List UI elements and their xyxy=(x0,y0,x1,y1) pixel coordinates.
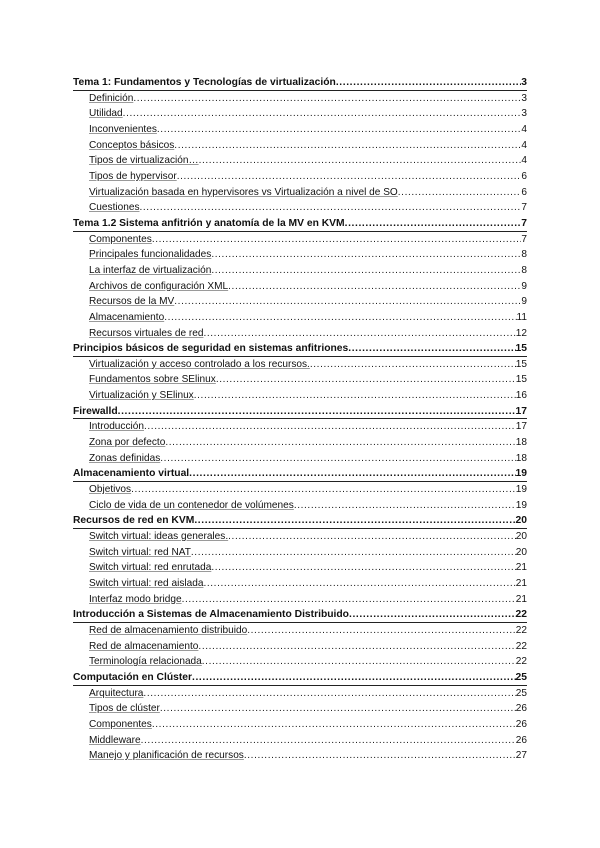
toc-page-number: 11 xyxy=(516,311,527,323)
toc-dot-leader xyxy=(143,686,515,702)
toc-dot-leader xyxy=(349,607,516,623)
toc-dot-leader xyxy=(211,263,521,279)
toc-dot-leader xyxy=(336,75,521,91)
toc-section-entry[interactable] xyxy=(73,106,527,122)
toc-dot-leader xyxy=(199,153,522,169)
toc-entry-title: Zona por defecto xyxy=(89,437,166,449)
toc-chapter-entry[interactable] xyxy=(73,670,527,686)
toc-chapter-entry[interactable] xyxy=(73,466,527,482)
toc-dot-leader xyxy=(160,701,516,717)
toc-section-entry[interactable] xyxy=(73,122,527,138)
toc-section-entry[interactable] xyxy=(73,388,527,404)
toc-entry-title: La interfaz de virtualización xyxy=(89,264,212,276)
toc-entry-title: Computación en Clúster xyxy=(73,671,192,683)
toc-dot-leader xyxy=(203,576,515,592)
toc-page-number: 3 xyxy=(521,108,527,120)
toc-section-entry[interactable] xyxy=(73,232,527,248)
toc-section-entry[interactable] xyxy=(73,419,527,435)
toc-page-number: 19 xyxy=(515,499,527,511)
toc-entry-title: Ciclo de vida de un contenedor de volúmenes xyxy=(89,499,294,511)
toc-entry-title: Red de almacenamiento xyxy=(89,640,199,652)
toc-entry-title: Componentes xyxy=(89,233,152,245)
toc-dot-leader xyxy=(182,592,516,608)
toc-section-entry[interactable] xyxy=(73,623,527,639)
toc-dot-leader xyxy=(194,513,515,529)
toc-entry-title: Red de almacenamiento distribuido xyxy=(89,624,248,636)
toc-entry-title: Switch virtual: red enrutada xyxy=(89,562,212,574)
toc-chapter-entry[interactable] xyxy=(73,216,527,232)
toc-page-number: 25 xyxy=(515,671,527,683)
toc-entry-title: Tipos de hypervisor xyxy=(89,170,177,182)
toc-dot-leader xyxy=(144,419,516,435)
toc-dot-leader xyxy=(123,106,522,122)
toc-entry-title: Inconvenientes xyxy=(89,123,157,135)
toc-entry-title: Firewalld xyxy=(73,405,118,417)
toc-entry-title: Definición xyxy=(89,92,134,104)
toc-page-number: 7 xyxy=(521,217,527,229)
toc-entry-title: Introducción a Sistemas de Almacenamiento Distribuido xyxy=(73,609,349,621)
toc-page-number: 8 xyxy=(521,249,527,261)
toc-section-entry[interactable] xyxy=(73,576,527,592)
toc-section-entry[interactable] xyxy=(73,294,527,310)
toc-section-entry[interactable] xyxy=(73,279,527,295)
toc-page-number: 18 xyxy=(515,437,527,449)
toc-entry-title: Arquitectura xyxy=(89,687,144,699)
toc-page-number: 18 xyxy=(515,452,527,464)
toc-page-number: 6 xyxy=(521,170,527,182)
toc-page-number: 22 xyxy=(515,624,527,636)
toc-section-entry[interactable] xyxy=(73,185,527,201)
toc-dot-leader xyxy=(244,748,516,764)
toc-entry-title: Manejo y planificación de recursos xyxy=(89,750,244,762)
toc-entry-title: Tema 1.2 Sistema anfitrión y anatomía de la MV en KVM xyxy=(73,217,345,229)
toc-section-entry[interactable] xyxy=(73,357,527,373)
toc-section-entry[interactable] xyxy=(73,560,527,576)
toc-entry-title: Objetivos xyxy=(89,484,132,496)
toc-entry-title: Virtualización y SElinux xyxy=(89,390,194,402)
toc-entry-title: Recursos de red en KVM xyxy=(73,515,195,527)
toc-section-entry[interactable] xyxy=(73,545,527,561)
toc-section-entry[interactable] xyxy=(73,748,527,764)
toc-dot-leader xyxy=(345,216,522,232)
toc-entry-title: Switch virtual: red NAT xyxy=(89,546,191,558)
toc-page-number: 21 xyxy=(515,578,527,589)
toc-page-number: 4 xyxy=(521,155,527,167)
toc-page-number: 17 xyxy=(515,405,527,417)
toc-section-entry[interactable] xyxy=(73,138,527,154)
toc-page-number: 22 xyxy=(515,609,527,621)
toc-dot-leader xyxy=(191,545,516,561)
toc-entry-title: Cuestiones xyxy=(89,202,140,214)
toc-dot-leader xyxy=(177,169,522,185)
toc-entry-title: Tema 1: Fundamentos y Tecnologías de virtualización xyxy=(73,77,336,88)
toc-section-entry[interactable] xyxy=(73,435,527,451)
toc-entry-title: Principios básicos de seguridad en sistemas anfitriones xyxy=(73,343,349,355)
toc-chapter-entry[interactable] xyxy=(73,404,527,420)
toc-dot-leader xyxy=(160,451,516,467)
toc-dot-leader xyxy=(348,341,515,357)
toc-page-number: 26 xyxy=(515,734,527,746)
toc-dot-leader xyxy=(152,717,516,733)
toc-page-number: 15 xyxy=(515,358,527,370)
toc-page-number: 8 xyxy=(521,264,527,276)
toc-entry-title: Tipos de clúster xyxy=(89,703,160,715)
toc-section-entry[interactable] xyxy=(73,686,527,702)
toc-dot-leader xyxy=(165,435,515,451)
toc-page-number: 20 xyxy=(515,515,527,527)
toc-page-number: 22 xyxy=(515,656,527,668)
table-of-contents xyxy=(73,75,527,764)
toc-dot-leader xyxy=(247,623,516,639)
toc-entry-title: Componentes xyxy=(89,718,152,730)
toc-dot-leader xyxy=(294,498,516,514)
toc-section-entry[interactable] xyxy=(73,529,527,545)
toc-section-entry[interactable] xyxy=(73,701,527,717)
toc-dot-leader xyxy=(192,670,516,686)
toc-entry-title: Recursos de la MV xyxy=(89,296,175,308)
toc-page-number: 9 xyxy=(521,296,527,308)
toc-page-number: 4 xyxy=(521,139,527,151)
toc-page-number: 22 xyxy=(515,640,527,652)
toc-dot-leader xyxy=(131,482,516,498)
toc-section-entry[interactable] xyxy=(73,592,527,608)
toc-page-number: 20 xyxy=(515,531,527,543)
toc-dot-leader xyxy=(211,560,515,576)
toc-dot-leader xyxy=(216,372,516,388)
toc-chapter-entry[interactable] xyxy=(73,607,527,623)
toc-page-number: 19 xyxy=(515,468,527,480)
toc-entry-title: Archivos de configuración XML xyxy=(89,280,229,292)
toc-entry-title: Terminología relacionada xyxy=(89,656,202,668)
toc-page-number: 17 xyxy=(515,421,527,433)
toc-section-entry[interactable] xyxy=(73,639,527,655)
toc-page-number: 20 xyxy=(515,546,527,558)
toc-page-number: 25 xyxy=(515,687,527,699)
toc-dot-leader xyxy=(133,91,521,107)
toc-page-number: 7 xyxy=(521,233,527,245)
toc-section-entry[interactable] xyxy=(73,482,527,498)
toc-section-entry[interactable] xyxy=(73,153,527,169)
toc-dot-leader xyxy=(174,294,521,310)
toc-dot-leader xyxy=(211,247,521,263)
toc-dot-leader xyxy=(398,185,522,201)
toc-entry-title: Virtualización basada en hypervisores vs Virtualización a nivel de SO xyxy=(89,186,398,198)
toc-dot-leader xyxy=(141,733,516,749)
toc-page-number: 6 xyxy=(521,186,527,198)
toc-section-entry[interactable] xyxy=(73,326,527,342)
toc-dot-leader xyxy=(164,310,516,326)
toc-dot-leader xyxy=(202,654,516,670)
toc-dot-leader xyxy=(310,357,516,373)
toc-dot-leader xyxy=(157,122,521,138)
toc-page-number: 12 xyxy=(515,327,527,339)
toc-section-entry[interactable] xyxy=(73,733,527,749)
toc-entry-title: Almacenamiento xyxy=(89,311,165,323)
toc-entry-title: Fundamentos sobre SElinux xyxy=(89,374,216,386)
toc-dot-leader xyxy=(198,639,515,655)
toc-section-entry[interactable] xyxy=(73,91,527,107)
toc-dot-leader xyxy=(194,388,516,404)
toc-page-number: 9 xyxy=(521,280,527,292)
toc-section-entry[interactable] xyxy=(73,372,527,388)
toc-section-entry[interactable] xyxy=(73,169,527,185)
toc-entry-title: Zonas definidas xyxy=(89,452,161,464)
toc-section-entry[interactable] xyxy=(73,200,527,216)
toc-chapter-entry[interactable] xyxy=(73,513,527,529)
toc-dot-leader xyxy=(189,466,515,482)
toc-page-number: 21 xyxy=(515,593,527,605)
toc-dot-leader xyxy=(203,326,515,342)
toc-section-entry[interactable] xyxy=(73,654,527,670)
toc-section-entry[interactable] xyxy=(73,263,527,279)
toc-entry-title: Switch virtual: ideas generales. xyxy=(89,531,229,543)
toc-section-entry[interactable] xyxy=(73,247,527,263)
toc-entry-title: Switch virtual: red aislada xyxy=(89,578,204,589)
toc-entry-title: Utilidad xyxy=(89,108,123,120)
toc-page-number: 26 xyxy=(515,703,527,715)
toc-section-entry[interactable] xyxy=(73,451,527,467)
toc-dot-leader xyxy=(228,279,521,295)
toc-entry-title: Middleware xyxy=(89,734,141,746)
toc-entry-title: Conceptos básicos xyxy=(89,139,175,151)
toc-dot-leader xyxy=(174,138,521,154)
toc-page-number: 26 xyxy=(515,718,527,730)
toc-page-number: 7 xyxy=(521,202,527,214)
toc-entry-title: Interfaz modo bridge xyxy=(89,593,182,605)
toc-entry-title: Virtualización y acceso controlado a los recursos. xyxy=(89,358,310,370)
toc-page-number: 4 xyxy=(521,123,527,135)
toc-page-number: 19 xyxy=(515,484,527,496)
toc-page-number: 27 xyxy=(515,750,527,762)
toc-page-number: 15 xyxy=(515,343,527,355)
toc-entry-title: Tipos de virtualización… xyxy=(89,155,199,167)
toc-page-number: 16 xyxy=(515,390,527,402)
toc-entry-title: Almacenamiento virtual xyxy=(73,468,190,480)
toc-page-number: 3 xyxy=(521,77,527,88)
toc-page-number: 3 xyxy=(521,92,527,104)
toc-dot-leader xyxy=(152,232,522,248)
toc-page-number: 15 xyxy=(515,374,527,386)
toc-section-entry[interactable] xyxy=(73,310,527,326)
toc-dot-leader xyxy=(140,200,522,216)
toc-page-number: 21 xyxy=(515,562,527,574)
toc-entry-title: Principales funcionalidades xyxy=(89,249,212,261)
toc-chapter-entry[interactable] xyxy=(73,341,527,357)
toc-dot-leader xyxy=(228,529,516,545)
toc-section-entry[interactable] xyxy=(73,717,527,733)
toc-dot-leader xyxy=(118,404,516,420)
toc-section-entry[interactable] xyxy=(73,498,527,514)
toc-entry-title: Recursos virtuales de red xyxy=(89,327,204,339)
toc-chapter-entry[interactable] xyxy=(73,75,527,91)
toc-entry-title: Introducción xyxy=(89,421,144,433)
